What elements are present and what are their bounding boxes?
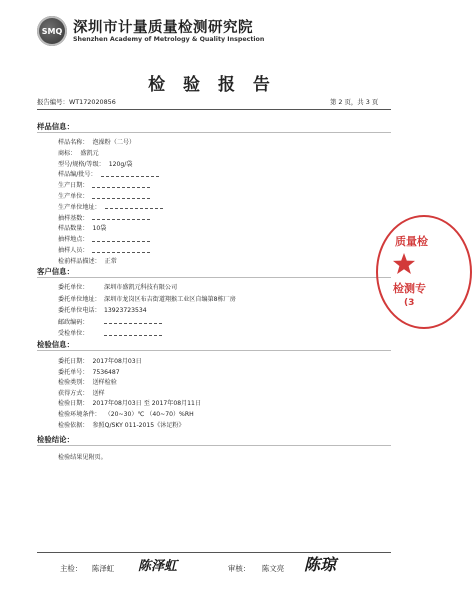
inspection-field-label: 委托日期： xyxy=(58,358,89,365)
sample-field-blank-line xyxy=(92,215,150,220)
sample-field-label: 抽样人员： xyxy=(58,247,89,254)
inspection-field-value: 参照Q/SKY 011-2015《沐足粉》 xyxy=(92,421,185,429)
stamp-text-bottom: (3 xyxy=(404,298,415,308)
institute-logo xyxy=(37,16,67,46)
client-field-label: 受检单位： xyxy=(58,330,89,338)
inspection-field-row xyxy=(58,377,117,386)
stamp-text-top: 质量检 xyxy=(395,235,428,248)
conclusion-heading: 检验结论： xyxy=(37,435,74,444)
sample-field-value: 10袋 xyxy=(92,225,107,233)
inspection-field-row xyxy=(58,420,185,429)
sample-field-row xyxy=(58,137,135,146)
inspection-field-value: 送样 xyxy=(92,389,105,397)
sample-field-value: 盛凯元 xyxy=(80,149,99,157)
sample-field-label: 抽样地点： xyxy=(58,236,89,244)
main-inspector-label: 主检： xyxy=(60,564,83,573)
inspection-field-label: 委托单号： xyxy=(58,368,89,376)
inspection-field-label: 检验环境条件： xyxy=(58,411,101,418)
inspection-field-row xyxy=(58,356,142,365)
client-field-blank-line xyxy=(104,319,162,324)
inspection-field-row xyxy=(58,367,120,376)
inspection-field-row xyxy=(58,398,201,407)
main-inspector-signature: 陈泽虹 xyxy=(138,559,178,574)
client-field-label: 委托单位地址： xyxy=(58,295,101,303)
sample-field-label: 生产单位： xyxy=(58,193,89,200)
sample-field-value: 泡澡粉（二号） xyxy=(92,139,136,146)
logo-text: SMQ xyxy=(41,26,63,36)
inspection-field-value: 送样检验 xyxy=(92,379,117,387)
client-field-label: 委托单位电话： xyxy=(58,307,101,315)
sample-field-row xyxy=(58,223,106,232)
reviewer-label: 审核： xyxy=(228,564,251,573)
client-field-value: 深圳市龙岗区布吉街道翔猴工业区自编第8栋厂房 xyxy=(104,295,236,303)
inspection-field-value: 2017年08月03日 xyxy=(92,358,142,365)
client-info-divider xyxy=(37,277,391,278)
client-field-value: 13923723534 xyxy=(104,307,147,315)
inspection-info-divider xyxy=(37,350,391,351)
sample-field-blank-line xyxy=(101,172,159,177)
sample-field-row xyxy=(58,256,117,265)
inspection-field-value: （20~30）℃ （40~70）%RH xyxy=(104,411,194,418)
sample-field-row xyxy=(58,202,163,211)
sample-field-label: 样品数量： xyxy=(58,225,89,233)
sample-field-value: 120g/袋 xyxy=(108,160,133,168)
sample-field-row xyxy=(58,213,150,222)
inspection-field-row xyxy=(58,409,194,418)
sample-field-row xyxy=(58,180,150,189)
sample-field-label: 样品名称： xyxy=(58,139,89,146)
sample-field-blank-line xyxy=(92,194,150,199)
inspection-field-label: 检验类别： xyxy=(58,379,89,387)
organization-name-cn: 深圳市计量质量检测研究院 xyxy=(73,20,253,36)
client-field-blank-line xyxy=(104,331,162,336)
inspection-field-label: 检验依据： xyxy=(58,421,89,429)
inspection-field-label: 检验日期： xyxy=(58,400,89,408)
organization-name-en: Shenzhen Academy of Metrology & Quality Inspection xyxy=(73,36,265,43)
inspection-field-label: 获得方式： xyxy=(58,389,89,397)
client-field-row xyxy=(58,317,162,326)
main-inspector-name: 陈泽虹 xyxy=(92,564,115,573)
inspection-field-value: 2017年08月03日 至 2017年08月11日 xyxy=(92,400,202,408)
client-info-heading: 客户信息： xyxy=(37,267,74,276)
sample-field-row xyxy=(58,234,150,243)
sample-field-label: 生产日期： xyxy=(58,182,89,190)
sample-field-blank-line xyxy=(92,248,150,253)
page-indicator: 第 2 页，共 3 页 xyxy=(330,98,379,106)
client-field-value: 深圳市盛凯元科技有限公司 xyxy=(104,284,178,291)
sample-field-label: 生产单位地址： xyxy=(58,203,101,211)
sample-field-row xyxy=(58,148,99,157)
sample-field-row xyxy=(58,169,159,178)
inspection-field-row xyxy=(58,388,105,397)
sample-field-label: 检前样品描述： xyxy=(58,257,101,265)
client-field-row xyxy=(58,328,162,337)
client-field-row xyxy=(58,282,177,291)
reviewer-signature: 陈琼 xyxy=(304,555,337,574)
signature-divider xyxy=(37,552,391,553)
header-divider xyxy=(37,109,391,110)
sample-field-row xyxy=(58,245,150,254)
sample-field-row xyxy=(58,159,132,168)
stamp-text-middle: 检测专 xyxy=(393,282,426,295)
sample-info-heading: 样品信息： xyxy=(37,122,74,131)
report-number: 报告编号：WT172020856 xyxy=(37,98,116,106)
report-title: 检 验 报 告 xyxy=(148,75,276,95)
client-field-label: 委托单位： xyxy=(58,284,89,291)
conclusion-text: 检验结果见附页。 xyxy=(58,454,107,461)
client-field-label: 邮政编码： xyxy=(58,318,89,326)
stamp-circle xyxy=(376,215,472,329)
star-icon xyxy=(392,252,416,276)
sample-field-label: 商标： xyxy=(58,149,77,157)
client-field-row xyxy=(58,305,147,314)
sample-field-blank-line xyxy=(105,204,163,209)
sample-field-blank-line xyxy=(92,237,150,242)
sample-field-label: 型号/规格/等级： xyxy=(58,160,105,168)
reviewer-name: 陈文亮 xyxy=(262,564,285,573)
inspection-field-value: 7536487 xyxy=(92,368,120,376)
sample-field-label: 抽样基数： xyxy=(58,214,89,222)
sample-field-blank-line xyxy=(92,183,150,188)
inspection-info-heading: 检验信息： xyxy=(37,340,74,349)
sample-info-divider xyxy=(37,132,391,133)
sample-field-value: 正常 xyxy=(104,257,117,265)
sample-field-row xyxy=(58,191,150,200)
client-field-row xyxy=(58,294,236,303)
conclusion-divider xyxy=(37,445,391,446)
sample-field-label: 样品编/批号： xyxy=(58,171,97,179)
